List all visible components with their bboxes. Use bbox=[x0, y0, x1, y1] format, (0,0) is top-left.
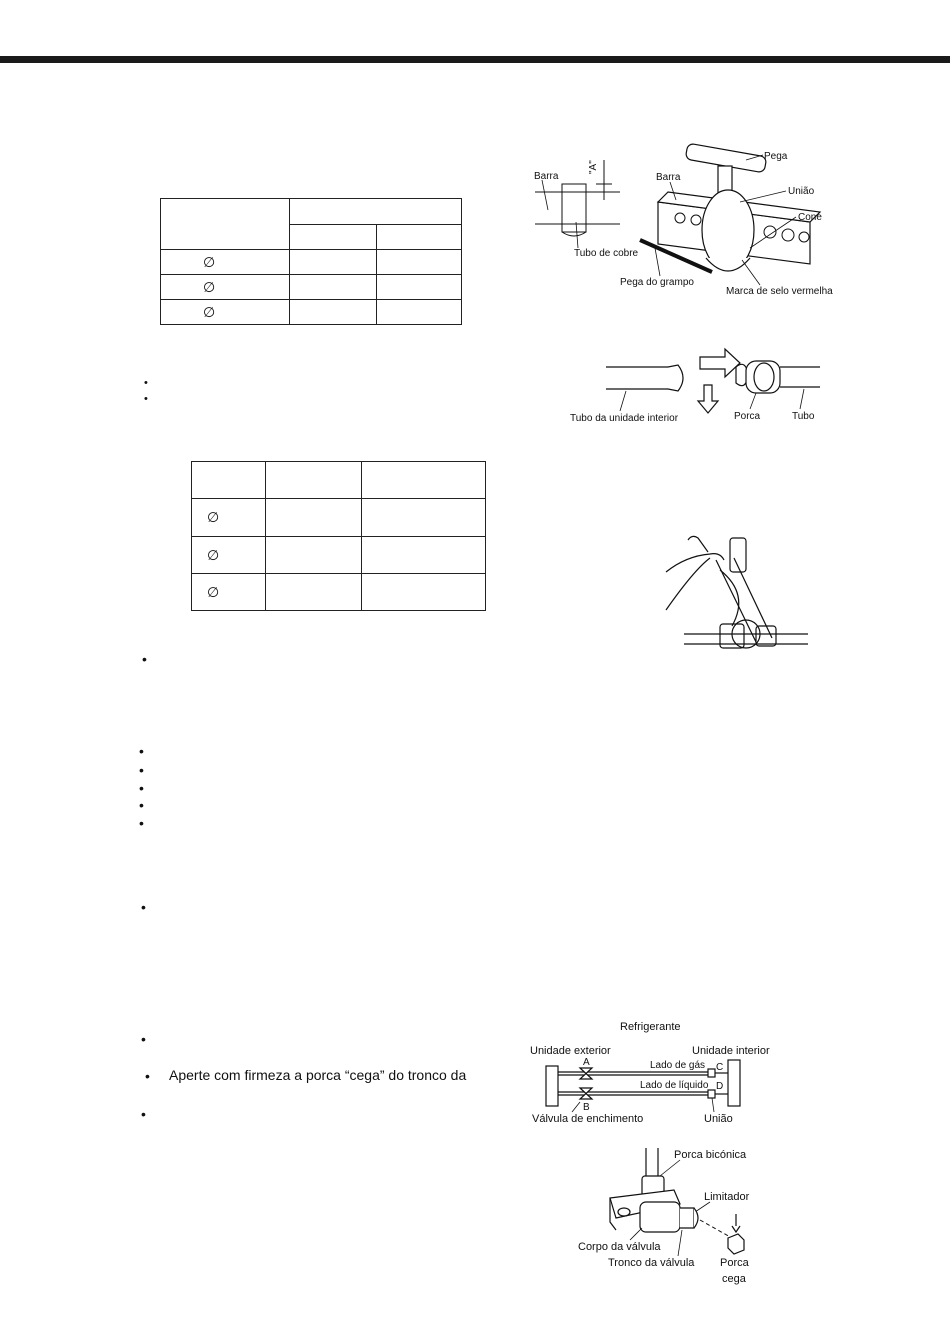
diameter-symbol: ∅ bbox=[203, 304, 216, 321]
table-header-cell bbox=[362, 462, 486, 499]
limitador-label: Limitador bbox=[704, 1191, 750, 1203]
table-cell bbox=[266, 574, 362, 611]
flare-tool-drawing bbox=[640, 143, 820, 272]
marca-selo-label: Marca de selo vermelha bbox=[726, 286, 833, 297]
valve-b-label: B bbox=[583, 1102, 590, 1113]
uniao-label: União bbox=[788, 186, 815, 197]
porca-biconica-label: Porca bicónica bbox=[674, 1149, 747, 1161]
table-header-cell bbox=[377, 225, 462, 250]
table-header-cell bbox=[161, 199, 290, 250]
table-cell bbox=[362, 574, 486, 611]
table-header-cell bbox=[290, 199, 462, 225]
table-cell bbox=[290, 300, 377, 325]
corpo-valvula-label: Corpo da válvula bbox=[578, 1241, 661, 1253]
diameter-symbol: ∅ bbox=[207, 510, 220, 526]
lado-liquido-label: Lado de líquido bbox=[640, 1080, 709, 1091]
tubo-label: Tubo bbox=[792, 411, 815, 422]
bullet: • bbox=[145, 1068, 150, 1084]
tighten-cap-nut-text: Aperte com firmeza a porca “cega” do tronco da bbox=[169, 1067, 467, 1083]
uniao-label: União bbox=[704, 1113, 733, 1125]
header-rule bbox=[0, 56, 950, 63]
table-header-cell bbox=[192, 462, 266, 499]
bullet: • bbox=[139, 797, 144, 813]
barra-label: Barra bbox=[534, 171, 559, 182]
tubo-cobre-label: Tubo de cobre bbox=[574, 248, 639, 259]
table-header-cell bbox=[290, 225, 377, 250]
point-c-label: C bbox=[716, 1062, 724, 1073]
torque-table bbox=[191, 461, 486, 611]
bullet: • bbox=[141, 1106, 146, 1122]
table-cell bbox=[377, 300, 462, 325]
table-cell bbox=[266, 537, 362, 574]
lado-gas-label: Lado de gás bbox=[650, 1060, 706, 1071]
diameter-symbol: ∅ bbox=[207, 584, 220, 601]
bullet: • bbox=[139, 762, 144, 778]
bullet: • bbox=[142, 651, 147, 667]
table-cell bbox=[290, 250, 377, 275]
table-header-cell bbox=[266, 462, 362, 499]
tubo-unidade-label: Tubo da unidade interior bbox=[570, 413, 679, 424]
cone-label: Cone bbox=[798, 212, 822, 223]
flare-dimension-table bbox=[160, 198, 462, 325]
table-cell bbox=[377, 250, 462, 275]
table-cell bbox=[362, 537, 486, 574]
refrigerant-circuit-figure bbox=[528, 1018, 778, 1128]
refrigerante-label: Refrigerante bbox=[620, 1021, 681, 1033]
barra-label: Barra bbox=[656, 172, 681, 183]
table-cell bbox=[362, 499, 486, 537]
tronco-valvula-label: Tronco da válvula bbox=[608, 1257, 695, 1269]
a-label: "A" bbox=[588, 160, 599, 174]
pega-grampo-label: Pega do grampo bbox=[620, 277, 694, 288]
table-cell bbox=[266, 499, 362, 537]
bullet: • bbox=[144, 377, 148, 389]
valvula-enchimento-label: Válvula de enchimento bbox=[532, 1113, 644, 1125]
porca-cega-label: Porca bbox=[720, 1257, 749, 1269]
point-d-label: D bbox=[716, 1081, 724, 1092]
table-cell bbox=[290, 275, 377, 300]
flare-tool-figure bbox=[520, 140, 840, 310]
pega-label: Pega bbox=[764, 151, 788, 162]
bullet: • bbox=[139, 815, 144, 831]
unidade-exterior-label: Unidade exterior bbox=[530, 1045, 611, 1057]
bullet: • bbox=[144, 393, 148, 405]
diameter-symbol: ∅ bbox=[207, 547, 220, 564]
valve-detail-figure bbox=[570, 1142, 760, 1290]
diameter-symbol: ∅ bbox=[203, 254, 216, 271]
wrench-figure bbox=[660, 530, 810, 655]
unidade-interior-label: Unidade interior bbox=[692, 1045, 770, 1057]
bullet: • bbox=[139, 743, 144, 759]
pipe-nut-figure bbox=[560, 345, 830, 430]
diameter-symbol: ∅ bbox=[203, 279, 216, 296]
bullet: • bbox=[139, 780, 144, 796]
valve-a-label: A bbox=[583, 1057, 590, 1068]
table-cell bbox=[377, 275, 462, 300]
porca-cega-label: cega bbox=[722, 1273, 746, 1285]
bullet: • bbox=[141, 1031, 146, 1047]
porca-label: Porca bbox=[734, 411, 761, 422]
bullet: • bbox=[141, 899, 146, 915]
